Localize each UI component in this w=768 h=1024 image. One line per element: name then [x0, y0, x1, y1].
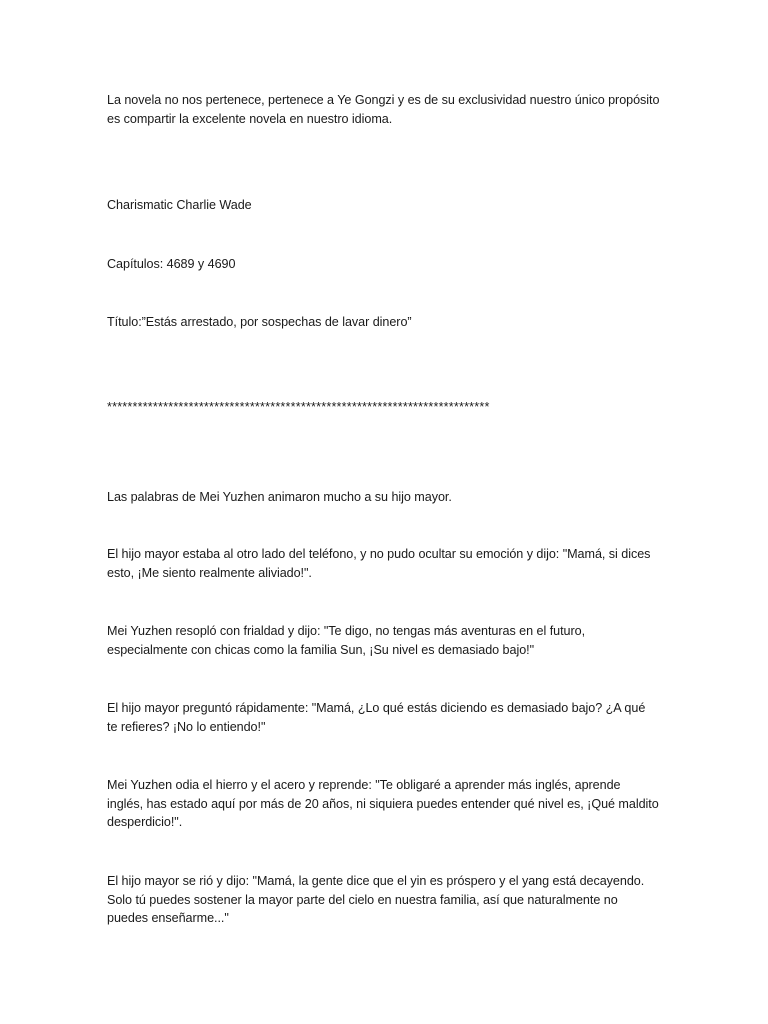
story-paragraph: El hijo mayor se rió y dijo: "Mamá, la gente dice que el yin es próspero y el yang está decayendo. Solo tú puedes sostener la mayor parte del cielo en nuestra familia, así que naturalmente no puedes enseñarme..." — [107, 874, 645, 925]
chapters-line: Capítulos: 4689 y 4690 — [107, 257, 236, 271]
story-paragraph: El hijo mayor preguntó rápidamente: "Mamá, ¿Lo qué estás diciendo es demasiado bajo? ¿A qué te refieres? ¡No lo entiendo!" — [107, 701, 646, 734]
disclaimer-paragraph — [107, 91, 667, 128]
novel-title: Charismatic Charlie Wade — [107, 198, 252, 212]
separator-line: *************************************************************************** — [107, 400, 490, 414]
story-paragraph: Las palabras de Mei Yuzhen animaron mucho a su hijo mayor. — [107, 490, 452, 504]
story-paragraph: Mei Yuzhen resopló con frialdad y dijo: "Te digo, no tengas más aventuras en el futuro, especialmente con chicas como la familia Sun, ¡Su nivel es demasiado bajo!" — [107, 624, 586, 657]
chapter-title: Título:”Estás arrestado, por sospechas de lavar dinero” — [107, 315, 412, 329]
disclaimer-line: es compartir la excelente novela en nuestro idioma. — [107, 111, 393, 126]
story-paragraph: El hijo mayor estaba al otro lado del teléfono, y no pudo ocultar su emoción y dijo: "Mamá, si dices esto, ¡Me siento realmente aliviado!". — [107, 547, 651, 580]
disclaimer-line: La novela no nos pertenece, pertenece a Ye Gongzi y es de su exclusividad nuestro único propósito — [107, 93, 660, 107]
story-paragraph: Mei Yuzhen odia el hierro y el acero y reprende: "Te obligaré a aprender más inglés, aprende inglés, has estado aquí por más de 20 años, ni siquiera puedes entender qué nivel es, ¡Qué maldito desperdicio!". — [107, 778, 659, 829]
